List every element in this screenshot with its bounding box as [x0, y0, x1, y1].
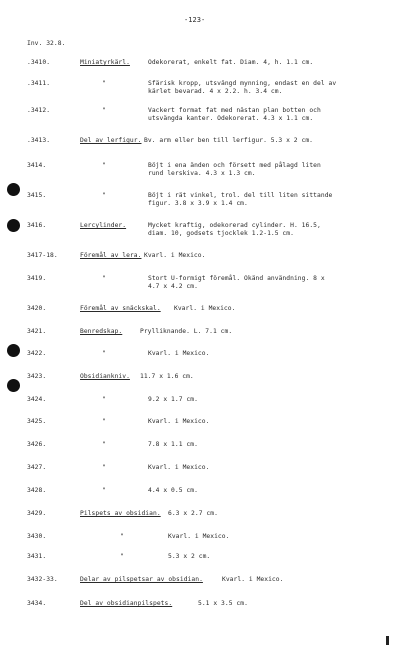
entry-category: Miniatyrkärl. [80, 59, 130, 66]
entry-description: 9.2 x 1.7 cm. [148, 396, 198, 403]
page-number: -123- [184, 16, 206, 24]
entry-number: 3423. [27, 373, 47, 380]
entry-number: 3426. [27, 441, 47, 448]
ditto-mark: " [102, 350, 106, 357]
entry-description: figur. 3.8 x 3.9 x 1.4 cm. [148, 200, 248, 207]
entry-description: Kvarl. i Mexico. [148, 418, 210, 425]
entry-description: Bv. arm eller ben till lerfigur. 5.3 x 2 cm. [144, 137, 314, 144]
entry-description: Kvarl. i Mexico. [174, 305, 236, 312]
entry-description: Böjt i ena änden och försett med pålagd liten [148, 162, 321, 169]
ditto-mark: " [120, 533, 124, 540]
ditto-mark: " [102, 275, 106, 282]
entry-description: Kvarl. i Mexico. [222, 576, 284, 583]
entry-number: 3414. [27, 162, 47, 169]
punch-hole-3 [7, 344, 20, 357]
entry-number: 3431. [27, 553, 47, 560]
entry-description: Kvarl. i Mexico. [148, 350, 210, 357]
entry-number: 3417-18. [27, 252, 58, 259]
entry-number: .3413. [27, 137, 51, 144]
entry-category: Pilspets av obsidian. [80, 510, 161, 517]
entry-number: 3420. [27, 305, 47, 312]
entry-number: .3411. [27, 80, 51, 87]
ditto-mark: " [102, 162, 106, 169]
entry-category: Lercylinder. [80, 222, 127, 229]
entry-description: 4.4 x 0.5 cm. [148, 487, 198, 494]
entry-number: 3434. [27, 600, 47, 607]
entry-number: 3429. [27, 510, 47, 517]
entry-number: 3427. [27, 464, 47, 471]
entry-category: Del av lerfigur. [80, 137, 142, 144]
entry-description: rund lerskiva. 4.3 x 1.3 cm. [148, 170, 256, 177]
entry-description: Prylliknande. L. 7.1 cm. [140, 328, 233, 335]
entry-description: diam. 10, godsets tjocklek 1.2-1.5 cm. [148, 230, 294, 237]
entry-description: kärlet bevarad. 4 x 2.2. h. 3.4 cm. [148, 88, 283, 95]
entry-description: 4.7 x 4.2 cm. [148, 283, 198, 290]
entry-category: Del av obsidianpilspets. [80, 600, 173, 607]
entry-description: 5.1 x 3.5 cm. [198, 600, 248, 607]
entry-number: 3430. [27, 533, 47, 540]
entry-category: Obsidiankniv. [80, 373, 130, 380]
entry-number: 3415. [27, 192, 47, 199]
entry-description: Kvarl. i Mexico. [144, 252, 206, 259]
entry-number: 3422. [27, 350, 47, 357]
punch-hole-1 [7, 183, 20, 196]
entry-number: 3416. [27, 222, 47, 229]
edge-mark [386, 636, 389, 645]
entry-category: Delar av pilspetsar av obsidian. [80, 576, 203, 583]
entry-description: Vackert format fat med nästan plan botten och [148, 107, 321, 114]
entry-description: 7.8 x 1.1 cm. [148, 441, 198, 448]
punch-hole-4 [7, 379, 20, 392]
entry-category: Benredskap. [80, 328, 123, 335]
entry-description: Kvarl. i Mexico. [168, 533, 230, 540]
entry-category: Föremål av snäckskal. [80, 305, 161, 312]
ditto-mark: " [102, 192, 106, 199]
entry-number: 3425. [27, 418, 47, 425]
inventory-number: Inv. 32.8. [27, 40, 66, 47]
entry-description: Odekorerat, enkelt fat. Diam. 4, h. 1.1 cm. [148, 59, 314, 66]
ditto-mark: " [120, 553, 124, 560]
punch-hole-2 [7, 219, 20, 232]
entry-description: Böjt i rät vinkel, trol. del till liten sittande [148, 192, 333, 199]
ditto-mark: " [102, 418, 106, 425]
entry-description: utsvängda kanter. Odekorerat. 4.3 x 1.1 cm. [148, 115, 314, 122]
entry-description: Stort U-formigt föremål. Okänd användning. 8 x [148, 275, 325, 282]
entry-description: Sfärisk kropp, utsvängd mynning, endast en del av [148, 80, 337, 87]
ditto-mark: " [102, 107, 106, 114]
entry-description: Kvarl. i Mexico. [148, 464, 210, 471]
entry-number: 3424. [27, 396, 47, 403]
entry-description: 11.7 x 1.6 cm. [140, 373, 194, 380]
entry-category: Föremål av lera. [80, 252, 142, 259]
entry-number: .3410. [27, 59, 51, 66]
entry-description: Mycket kraftig, odekorerad cylinder. H. 16.5, [148, 222, 321, 229]
ditto-mark: " [102, 80, 106, 87]
entry-number: 3428. [27, 487, 47, 494]
ditto-mark: " [102, 441, 106, 448]
entry-number: 3419. [27, 275, 47, 282]
ditto-mark: " [102, 396, 106, 403]
ditto-mark: " [102, 464, 106, 471]
entry-number: .3412. [27, 107, 51, 114]
entry-number: 3421. [27, 328, 47, 335]
ditto-mark: " [102, 487, 106, 494]
entry-description: 5.3 x 2 cm. [168, 553, 211, 560]
entry-description: 6.3 x 2.7 cm. [168, 510, 218, 517]
entry-number: 3432-33. [27, 576, 58, 583]
